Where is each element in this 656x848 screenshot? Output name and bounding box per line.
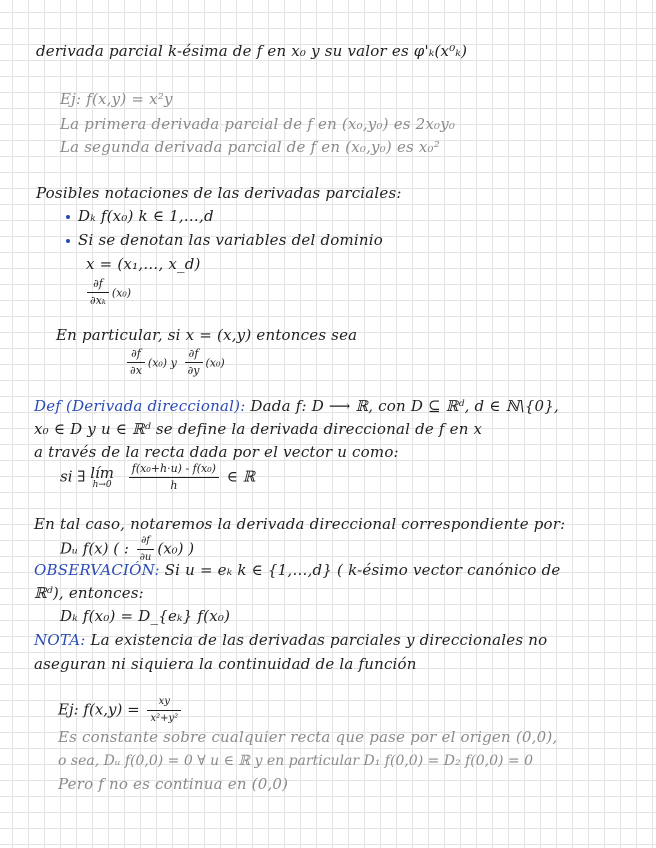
example-2-fraction (147, 694, 181, 727)
partial-numerator: ∂f (87, 276, 109, 293)
example-2-line-1: Es constante sobre cualquier recta que pase por el origen (0,0), (58, 728, 558, 746)
definition-line-3: a través de la recta dada por el vector u como: (34, 443, 399, 461)
partial-denominator: ∂xₖ (90, 294, 106, 307)
observation-line-1 (34, 561, 561, 579)
directional-numerator: ∂f (137, 533, 155, 550)
definition-line-2: x₀ ∈ D y u ∈ ℝᵈ se define la derivada direccional de f en x (34, 420, 483, 438)
example-2-line-3: Pero f no es continua en (0,0) (58, 775, 289, 793)
bullet-dot-2 (66, 239, 70, 243)
partial-x-fraction (127, 346, 145, 379)
notation-bullet-1: Dₖ f(x₀) k ∈ 1,…,d (78, 207, 214, 225)
example-2-label: Ej: f(x,y) = (58, 700, 145, 719)
notation-bullet-2: Si se denotan las variables del dominio (78, 231, 384, 249)
nota-line-2: aseguran ni siquiera la continuidad de la función (34, 655, 417, 673)
partial-argument: (x₀) (111, 286, 132, 300)
en-particular-line: En particular, si x = (x,y) entonces sea (56, 326, 358, 344)
partial-fraction (87, 276, 109, 309)
limit-operator (90, 463, 115, 490)
observation-label: OBSERVACIÓN: (34, 561, 160, 579)
limit-word: lím (90, 463, 115, 482)
directional-limit-expression (60, 461, 255, 494)
partial-derivative-notation (84, 276, 131, 309)
observation-expression: Dₖ f(x₀) = D_{eₖ} f(x₀) (60, 607, 231, 625)
directional-denominator: ∂u (139, 552, 152, 563)
limit-subscript: h→0 (92, 479, 112, 490)
limit-real-membership: ∈ ℝ (226, 467, 256, 486)
notaciones-heading: Posibles notaciones de las derivadas parciales: (36, 184, 402, 202)
partial-x-denominator: ∂x (130, 364, 142, 377)
nota-line-1-text: La existencia de las derivadas parciales y direccionales no (85, 631, 548, 649)
partial-y-denominator: ∂y (187, 364, 200, 377)
directional-notation-prefix: Dᵤ f(x) ( : (60, 539, 134, 558)
limit-numerator: f(x₀+h·u) - f(x₀) (129, 461, 219, 478)
example-1-title: Ej: f(x,y) = x²y (60, 90, 173, 108)
limit-denominator: h (170, 479, 178, 492)
example-1-line-1: La primera derivada parcial de f en (x₀,y₀) es 2x₀y₀ (60, 115, 456, 133)
example-2-numerator: xy (147, 694, 181, 711)
partial-x-argument: (x₀) y (147, 356, 177, 370)
example-2-title (58, 694, 184, 727)
limit-exists-symbol: si ∃ (60, 467, 86, 486)
directional-notation-suffix: (x₀) ) (157, 539, 195, 558)
partial-x-numerator: ∂f (127, 346, 145, 363)
definition-label: Def (Derivada direccional): (34, 397, 246, 415)
example-2-denominator: x²+y² (150, 713, 179, 724)
limit-fraction (129, 461, 219, 494)
observation-line-2: ℝᵈ), entonces: (34, 584, 144, 602)
example-1-line-2: La segunda derivada parcial de f en (x₀,y₀) es x₀² (60, 138, 440, 156)
partial-y-numerator: ∂f (185, 346, 203, 363)
notation-variables-vector: x = (x₁,…, x_d) (86, 255, 201, 273)
example-2-line-2: o sea, Dᵤ f(0,0) = 0 ∀ u ∈ ℝ y en particular D₁ f(0,0) = D₂ f(0,0) = 0 (58, 753, 534, 769)
note-line-derivada-parcial: derivada parcial k-ésima de f en x₀ y su valor es φ'ₖ(x⁰ₖ) (36, 42, 468, 60)
definition-line-1-text: Dada f: D ⟶ ℝ, con D ⊆ ℝᵈ, d ∈ ℕ\{0}, (245, 397, 559, 415)
nota-label: NOTA: (34, 631, 86, 649)
observation-line-1-text: Si u = eₖ k ∈ {1,…,d} ( k-ésimo vector canónico de (159, 561, 561, 579)
partial-y-argument: (x₀) (205, 356, 225, 370)
partial-y-fraction (185, 346, 203, 379)
bullet-dot-1 (66, 215, 70, 219)
nota-line-1 (34, 631, 547, 649)
partial-xy-notation (124, 346, 225, 379)
en-tal-caso-line: En tal caso, notaremos la derivada direccional correspondiente por: (34, 515, 566, 533)
definition-line-1 (34, 397, 559, 415)
